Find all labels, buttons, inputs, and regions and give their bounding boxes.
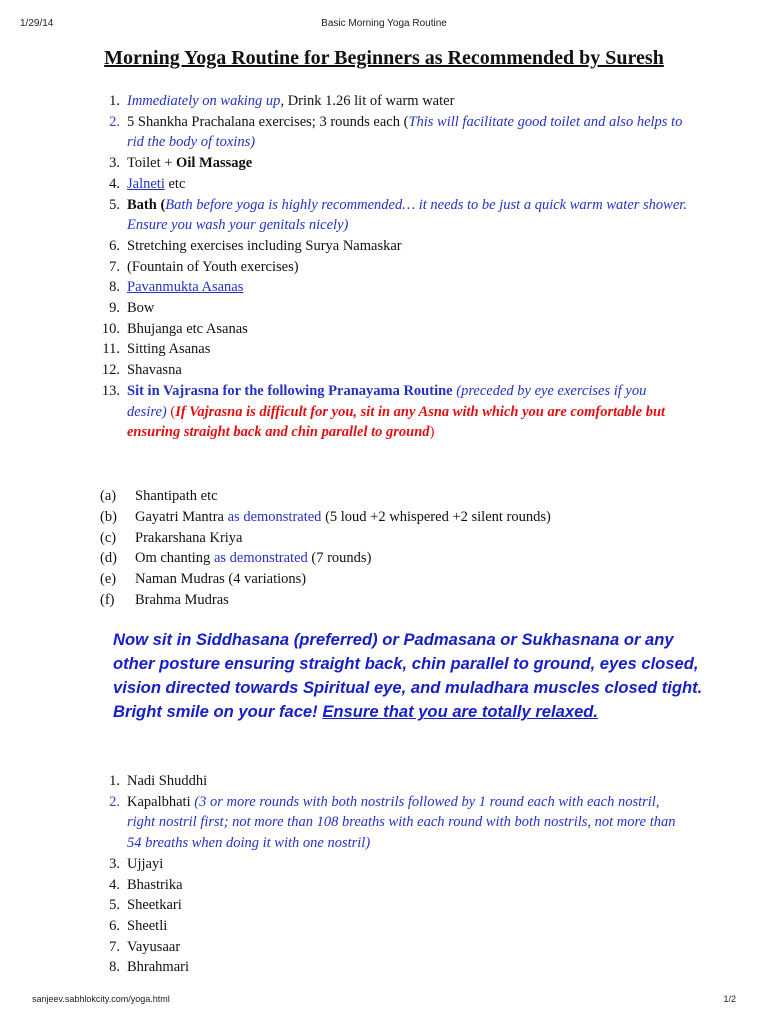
list-item bbox=[0, 174, 768, 195]
list-letter: (e) bbox=[100, 571, 117, 588]
item-text: Sitting Asanas bbox=[127, 341, 211, 358]
list-item bbox=[0, 548, 768, 569]
item-text: Bow bbox=[127, 300, 155, 317]
item-text: Shavasna bbox=[127, 362, 182, 379]
item-text: (5 loud +2 whispered +2 silent rounds) bbox=[321, 508, 551, 525]
list-number: 11. bbox=[102, 341, 120, 358]
list-letter: (b) bbox=[100, 508, 117, 525]
list-letter: (d) bbox=[100, 550, 117, 567]
list-item bbox=[0, 298, 768, 319]
item-text: Om chanting bbox=[135, 550, 214, 567]
list-item bbox=[0, 875, 768, 896]
item-text: Kapalbhati bbox=[127, 793, 195, 810]
item-text: Sheetkari bbox=[127, 897, 182, 914]
list-number: 1. bbox=[109, 93, 120, 109]
list-number: 9. bbox=[109, 300, 120, 317]
list-item bbox=[0, 569, 768, 590]
list-item bbox=[0, 528, 768, 549]
list-number: 2. bbox=[109, 113, 120, 130]
morning-routine-list bbox=[0, 91, 768, 443]
list-item bbox=[0, 381, 768, 443]
list-item bbox=[0, 339, 768, 360]
list-item bbox=[0, 319, 768, 340]
list-number: 1. bbox=[109, 773, 120, 789]
list-item bbox=[0, 277, 768, 298]
list-number: 7. bbox=[109, 938, 120, 955]
list-item bbox=[0, 957, 768, 978]
list-number: 10. bbox=[101, 320, 120, 337]
list-number: 13. bbox=[101, 382, 120, 399]
item-text: (7 rounds) bbox=[307, 550, 372, 567]
item-italic-text: Bath before yoga is highly recommended… it needs to be just a quick warm water shower. Ensure you wash your genitals nicely) bbox=[127, 196, 687, 234]
list-number: 4. bbox=[109, 876, 120, 893]
item-bold-text: Bath ( bbox=[127, 196, 166, 213]
item-text: Naman Mudras (4 variations) bbox=[135, 571, 307, 588]
document-title: Morning Yoga Routine for Beginners as Recommended by Suresh bbox=[104, 47, 664, 69]
list-item bbox=[0, 792, 768, 854]
item-text: Sheetli bbox=[127, 917, 168, 934]
as-demonstrated-link[interactable]: as demonstrated bbox=[213, 550, 308, 567]
item-italic-text: Immediately on waking up bbox=[127, 93, 281, 109]
pranayama-prep-list bbox=[0, 486, 768, 611]
list-item bbox=[0, 112, 768, 153]
list-number: 5. bbox=[109, 897, 120, 914]
item-red-text: ) bbox=[429, 424, 435, 441]
posture-instructions bbox=[113, 628, 703, 724]
item-text: Bhujanga etc Asanas bbox=[127, 320, 248, 337]
list-letter: (c) bbox=[100, 529, 117, 546]
pranayama-list bbox=[0, 771, 768, 978]
list-number: 6. bbox=[109, 237, 120, 254]
item-text: 5 Shankha Prachalana exercises; 3 rounds each ( bbox=[127, 113, 409, 130]
list-item bbox=[0, 153, 768, 174]
jalneti-link[interactable]: Jalneti bbox=[127, 175, 165, 192]
item-text: Stretching exercises including Surya Namaskar bbox=[127, 237, 402, 254]
list-item bbox=[0, 937, 768, 958]
list-number: 4. bbox=[109, 175, 120, 192]
callout-text: Now sit in Siddhasana (preferred) or Padmasana or Sukhasnana or any other posture ensuring straight back, chin parallel to ground, eyes closed, vision directed towards Spiritual eye, and muladhara muscles closed tight. Bright smile on your face! bbox=[113, 630, 703, 722]
list-number: 3. bbox=[109, 855, 120, 872]
list-item bbox=[0, 195, 768, 236]
item-text: Toilet + bbox=[127, 155, 177, 172]
list-number: 7. bbox=[109, 258, 120, 275]
item-text: , Drink 1.26 lit of warm water bbox=[280, 93, 455, 109]
item-text: Prakarshana Kriya bbox=[135, 529, 243, 546]
item-text: Bhrahmari bbox=[127, 959, 190, 976]
item-text: Nadi Shuddhi bbox=[127, 773, 208, 789]
item-text: Ujjayi bbox=[127, 855, 164, 872]
list-item bbox=[0, 854, 768, 875]
list-number: 2. bbox=[109, 793, 120, 810]
list-number: 12. bbox=[101, 362, 120, 379]
print-footer bbox=[0, 994, 768, 1008]
item-red-text: ( bbox=[166, 403, 176, 420]
item-italic-text: (3 or more rounds with both nostrils followed by 1 round each with each nostril, right nostril first; not more than 108 breaths with each round with both nostrils, not more than 54 breaths when doing it with one nostril) bbox=[127, 793, 676, 852]
page-url: sanjeev.sabhlokcity.com/yoga.html bbox=[32, 994, 170, 1004]
list-item bbox=[0, 236, 768, 257]
item-text: Vayusaar bbox=[127, 938, 181, 955]
list-item bbox=[0, 91, 768, 112]
print-header bbox=[0, 18, 768, 32]
item-text: Bhastrika bbox=[127, 876, 183, 893]
list-number: 5. bbox=[109, 196, 120, 213]
list-item bbox=[0, 590, 768, 611]
list-item bbox=[0, 257, 768, 278]
list-number: 3. bbox=[109, 155, 120, 172]
item-italic-text: This will facilitate good toilet and also helps to rid the body of toxins) bbox=[127, 113, 683, 151]
item-bold-text: Oil Massage bbox=[176, 155, 253, 172]
item-bold-text: Sit in Vajrasna for the following Pranayama Routine bbox=[127, 382, 453, 399]
print-page-title: Basic Morning Yoga Routine bbox=[321, 18, 447, 29]
list-item bbox=[0, 360, 768, 381]
page-number: 1/2 bbox=[723, 994, 736, 1004]
list-number: 6. bbox=[109, 917, 120, 934]
item-italic-text: (preceded by eye exercises if you desire) bbox=[127, 382, 647, 420]
item-text: Brahma Mudras bbox=[135, 591, 229, 608]
print-date: 1/29/14 bbox=[20, 18, 54, 29]
list-letter: (a) bbox=[100, 488, 117, 504]
list-number: 8. bbox=[109, 959, 120, 976]
list-number: 8. bbox=[109, 279, 120, 296]
list-letter: (f) bbox=[100, 591, 115, 608]
pavanmukta-asanas-link[interactable]: Pavanmukta Asanas bbox=[127, 279, 244, 296]
list-item bbox=[0, 486, 768, 507]
list-item bbox=[0, 507, 768, 528]
list-item bbox=[0, 895, 768, 916]
callout-underlined-text: Ensure that you are totally relaxed. bbox=[322, 702, 599, 722]
as-demonstrated-link[interactable]: as demonstrated bbox=[227, 508, 322, 525]
list-item bbox=[0, 771, 768, 792]
item-text: (Fountain of Youth exercises) bbox=[127, 258, 299, 275]
item-text: etc bbox=[164, 175, 186, 192]
item-red-warning-text: If Vajrasna is difficult for you, sit in any Asna with which you are comfortable but ensuring straight back and chin parallel to ground bbox=[127, 403, 666, 441]
item-text: Gayatri Mantra bbox=[135, 508, 228, 525]
item-text: Shantipath etc bbox=[135, 488, 218, 504]
list-item bbox=[0, 916, 768, 937]
